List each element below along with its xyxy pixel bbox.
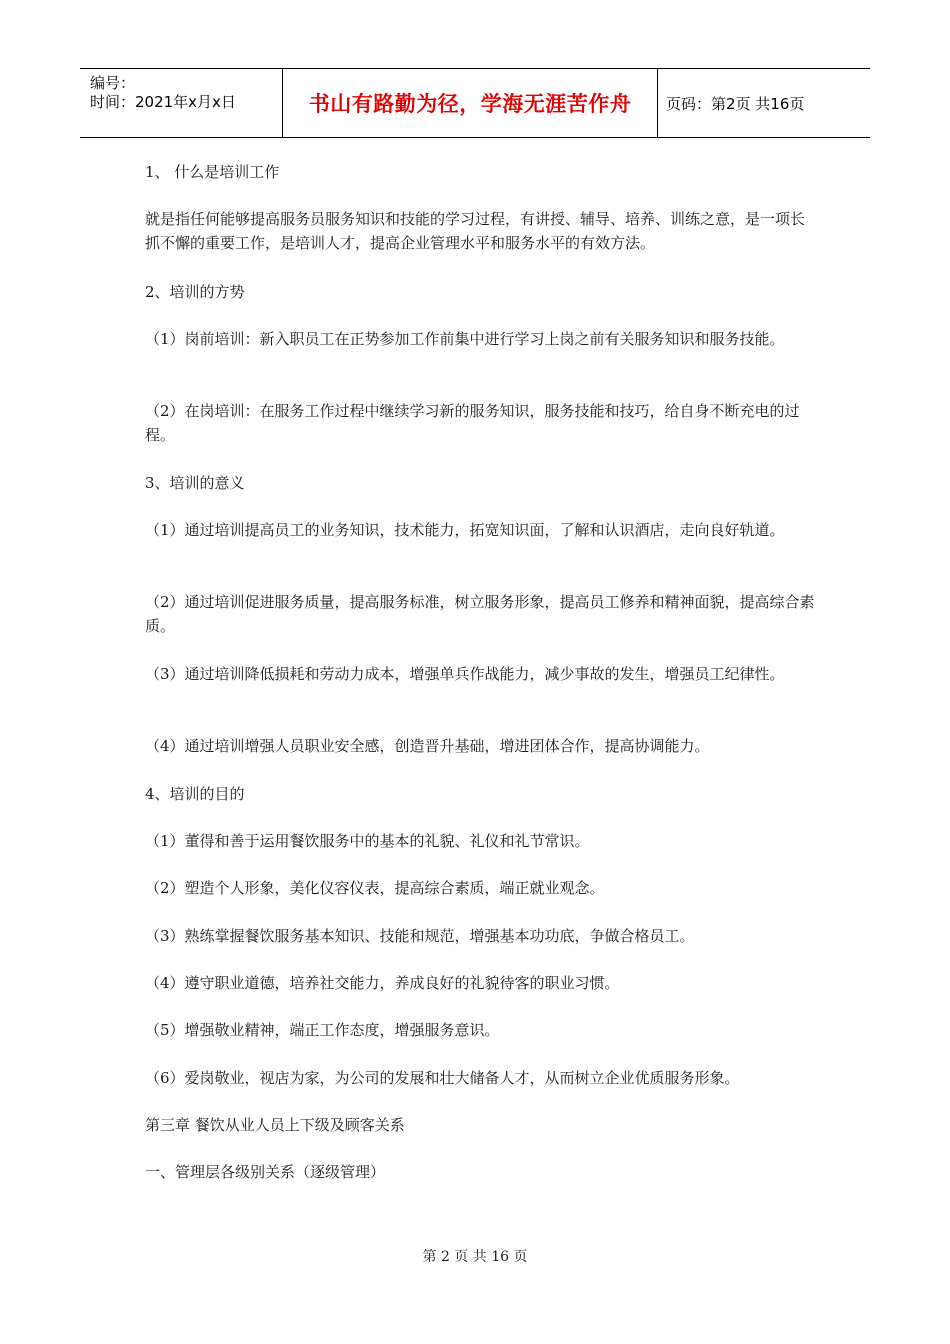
header-left-cell bbox=[80, 69, 282, 137]
paragraph-definition: 就是指任何能够提高服务员服务知识和技能的学习过程，有讲授、辅导、培养、训练之意，是一项长抓不懈的重要工作，是培训人才，提高企业管理水平和服务水平的有效方法。 bbox=[145, 210, 806, 252]
list-item: （5）增强敬业精神，端正工作态度，增强服务意识。 bbox=[145, 1021, 500, 1039]
list-item: （2）塑造个人形象，美化仪容仪表，提高综合素质，端正就业观念。 bbox=[145, 879, 605, 897]
section-heading-3: 3、培训的意义 bbox=[145, 474, 245, 492]
list-item: （2）通过培训促进服务质量，提高服务标准，树立服务形象，提高员工修养和精神面貌，提高综合素质。 bbox=[145, 593, 815, 635]
header-motto: 书山有路勤为径，学海无涯苦作舟 bbox=[282, 69, 658, 137]
list-item: （1）通过培训提高员工的业务知识，技术能力，拓宽知识面，了解和认识酒店，走向良好轨道。 bbox=[145, 521, 785, 539]
list-item: （3）熟练掌握餐饮服务基本知识、技能和规范，增强基本功功底，争做合格员工。 bbox=[145, 927, 695, 945]
subsection-heading: 一、管理层各级别关系（逐级管理） bbox=[145, 1163, 386, 1181]
document-date-label: 时间：2021年x月x日 bbox=[90, 93, 236, 111]
list-item: （1）岗前培训：新入职员工在正势参加工作前集中进行学习上岗之前有关服务知识和服务技能。 bbox=[145, 330, 785, 348]
section-heading-1: 1、 什么是培训工作 bbox=[145, 163, 280, 181]
header-page-info: 页码：第2页 共16页 bbox=[666, 94, 805, 113]
list-item: （4）通过培训增强人员职业安全感，创造晋升基础，增进团体合作，提高协调能力。 bbox=[145, 737, 710, 755]
list-item: （6）爱岗敬业，视店为家，为公司的发展和壮大储备人才，从而树立企业优质服务形象。 bbox=[145, 1069, 740, 1087]
list-item: （2）在岗培训：在服务工作过程中继续学习新的服务知识，服务技能和技巧，给自身不断充电的过程。 bbox=[145, 402, 800, 444]
section-heading-4: 4、培训的目的 bbox=[145, 785, 245, 803]
page-header bbox=[80, 68, 870, 138]
section-heading-2: 2、培训的方势 bbox=[145, 283, 245, 301]
chapter-heading: 第三章 餐饮从业人员上下级及顾客关系 bbox=[145, 1116, 405, 1134]
list-item: （3）通过培训降低损耗和劳动力成本，增强单兵作战能力，减少事故的发生，增强员工纪律性。 bbox=[145, 665, 785, 683]
list-item: （4）遵守职业道德，培养社交能力，养成良好的礼貌待客的职业习惯。 bbox=[145, 974, 620, 992]
list-item: （1）董得和善于运用餐饮服务中的基本的礼貌、礼仪和礼节常识。 bbox=[145, 832, 590, 850]
page-footer: 第 2 页 共 16 页 bbox=[422, 1249, 528, 1265]
document-number-label: 编号： bbox=[90, 74, 136, 92]
